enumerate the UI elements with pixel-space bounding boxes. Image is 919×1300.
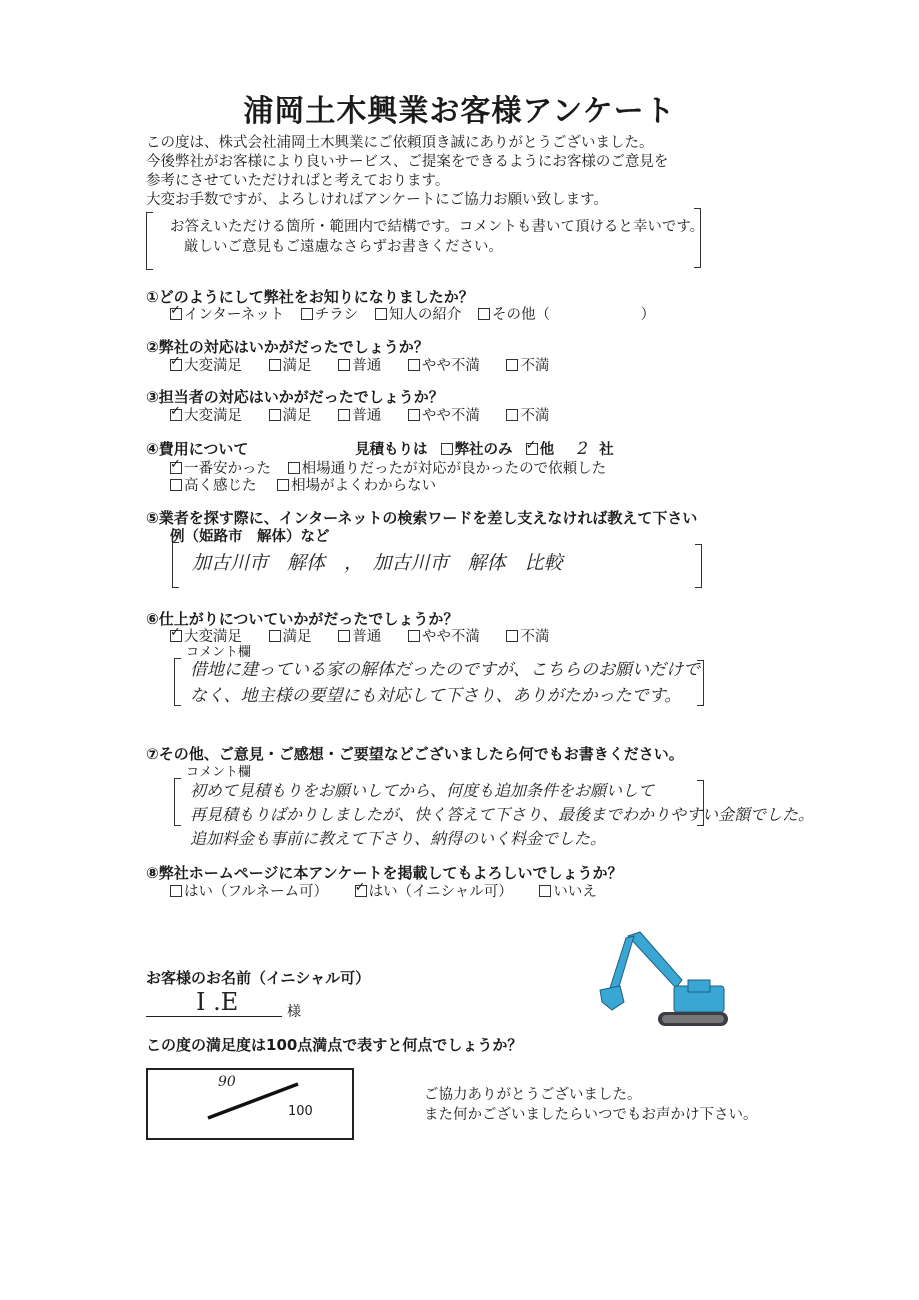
q3-option[interactable]: やや不満	[408, 408, 480, 424]
q3-option[interactable]: 満足	[269, 408, 312, 424]
checkbox[interactable]	[375, 308, 387, 320]
q6-comment-label: コメント欄	[186, 645, 252, 660]
q6-comment-line: なく、地主様の要望にも対応して下さり、ありがたかったです。	[190, 686, 682, 706]
excavator-illustration	[590, 928, 735, 1033]
note-text	[170, 217, 704, 257]
checkbox[interactable]	[506, 359, 518, 371]
q6-option[interactable]: やや不満	[408, 629, 480, 645]
checkbox[interactable]	[269, 630, 281, 642]
checkbox[interactable]	[408, 359, 420, 371]
q5-example: 例（姫路市 解体）など	[170, 529, 330, 545]
intro-text	[146, 134, 668, 210]
checkbox[interactable]	[338, 359, 350, 371]
closing-text	[424, 1085, 758, 1125]
q4-estimate	[355, 438, 614, 459]
checkbox[interactable]	[478, 308, 490, 320]
q2-option[interactable]: ✓大変満足	[170, 358, 242, 374]
q6-option[interactable]: 不満	[506, 629, 549, 645]
note-bracket-left	[146, 212, 153, 270]
q3-options	[170, 404, 549, 425]
q6-comment-line: 借地に建っている家の解体だったのですが、こちらのお願いだけで	[190, 660, 700, 680]
q1-option[interactable]: チラシ	[301, 307, 359, 323]
checkbox[interactable]	[338, 630, 350, 642]
name-line	[146, 1016, 282, 1017]
q1-option-close: ）	[640, 307, 656, 323]
checkbox[interactable]	[170, 479, 182, 491]
q6-option[interactable]: 普通	[338, 629, 381, 645]
intro-line: 参考にさせていただければと考えております。	[146, 173, 450, 189]
name-suffix: 様	[287, 1004, 301, 1020]
q1-option[interactable]: 知人の紹介	[375, 307, 462, 323]
intro-line: 大変お手数ですが、よろしければアンケートにご協力お願い致します。	[146, 192, 608, 208]
q8-question: ⑧弊社ホームページに本アンケートを掲載してもよろしいでしょうか？	[146, 864, 623, 882]
q5-question: ⑤業者を探す際に、インターネットの検索ワードを差し支えなければ教えて下さい	[146, 509, 698, 527]
survey-title: 浦岡土木興業お客様アンケート	[243, 94, 676, 129]
checkbox-checked[interactable]	[170, 359, 182, 371]
q3-option[interactable]: 不満	[506, 408, 549, 424]
excavator-icon	[600, 932, 724, 1012]
q5-bracket-right	[695, 544, 702, 588]
q4-options-row2	[170, 474, 436, 495]
q2-option[interactable]: 普通	[338, 358, 381, 374]
q5-answer: 加古川市 解体 ， 加古川市 解体 比較	[192, 552, 563, 574]
score-question: この度の満足度は100点満点で表すと何点でしょうか？	[146, 1036, 523, 1054]
q4-option[interactable]: 相場がよくわからない	[277, 478, 436, 494]
checkbox[interactable]	[539, 885, 551, 897]
q2-question: ②弊社の対応はいかがだったでしょうか？	[146, 338, 429, 356]
q7-comment-line: 再見積もりばかりしましたが、快く答えて下さり、最後までわかりやすい金額でした。	[190, 805, 815, 824]
q8-option[interactable]: いいえ	[539, 884, 597, 900]
q7-comment-line: 追加料金も事前に教えて下さり、納得のいく料金でした。	[190, 829, 607, 848]
q6-option[interactable]: ✓大変満足	[170, 629, 242, 645]
q6-comment	[190, 657, 700, 709]
checkbox[interactable]	[506, 630, 518, 642]
q4-estimate-count: 2	[577, 439, 589, 459]
checkbox[interactable]	[441, 443, 453, 455]
q7-question: ⑦その他、ご意見・ご感想・ご要望などございましたら何でもお書きください。	[146, 745, 684, 763]
intro-line: 今後弊社がお客様により良いサービス、ご提案をできるようにお客様のご意見を	[146, 154, 669, 170]
q4-estimate-option[interactable]: 弊社のみ	[441, 442, 513, 458]
checkbox-checked[interactable]	[170, 462, 182, 474]
q7-bracket-left	[174, 778, 181, 826]
checkbox[interactable]	[408, 409, 420, 421]
q8-options	[170, 880, 597, 901]
name-label: お客様のお名前（イニシャル可）	[146, 969, 371, 987]
checkbox[interactable]	[506, 409, 518, 421]
q4-estimate-option[interactable]: ✓ 他	[526, 442, 555, 458]
q5-bracket-left	[172, 542, 179, 588]
score-slash	[148, 1070, 352, 1138]
score-box	[146, 1068, 354, 1140]
q7-comment-line: 初めて見積もりをお願いしてから、何度も追加条件をお願いして	[190, 781, 655, 800]
q3-question: ③担当者の対応はいかがだったでしょうか？	[146, 388, 444, 406]
q4-option[interactable]: 相場通りだったが対応が良かったので依頼した	[288, 461, 607, 477]
q4-question: ④費用について	[146, 440, 249, 458]
score-value: 90	[218, 1074, 236, 1090]
q2-option[interactable]: 不満	[506, 358, 549, 374]
checkbox-checked[interactable]	[170, 630, 182, 642]
q8-option[interactable]: ✓ はい（イニシャル可）	[355, 884, 513, 900]
q1-question: ①どのようにして弊社をお知りになりましたか？	[146, 288, 474, 306]
checkbox-checked[interactable]	[526, 443, 538, 455]
q2-option[interactable]: 満足	[269, 358, 312, 374]
q6-question: ⑥仕上がりについていかがだったでしょうか？	[146, 610, 459, 628]
q4-option[interactable]: ✓一番安かった	[170, 461, 271, 477]
q4-estimate-unit: 社	[599, 442, 614, 458]
closing-line: また何かございましたらいつでもお声かけ下さい。	[424, 1107, 758, 1123]
q6-option[interactable]: 満足	[269, 629, 312, 645]
checkbox-checked[interactable]	[355, 885, 367, 897]
q1-option[interactable]: ✓インターネット	[170, 307, 284, 323]
q1-options	[170, 303, 655, 324]
checkbox[interactable]	[269, 359, 281, 371]
q3-option[interactable]: ✓大変満足	[170, 408, 242, 424]
checkbox[interactable]	[338, 409, 350, 421]
checkbox[interactable]	[288, 462, 300, 474]
q2-option[interactable]: やや不満	[408, 358, 480, 374]
q6-bracket-left	[174, 658, 181, 706]
q1-option[interactable]: その他（	[478, 307, 550, 323]
note-line: お答えいただける箇所・範囲内で結構です。コメントも書いて頂けると幸いです。	[170, 219, 705, 235]
intro-line: この度は、株式会社浦岡土木興業にご依頼頂き誠にありがとうございました。	[146, 135, 654, 151]
q7-comment	[190, 779, 814, 851]
q8-option[interactable]: はい（フルネーム可）	[170, 884, 328, 900]
closing-line: ご協力ありがとうございました。	[424, 1087, 642, 1103]
checkbox[interactable]	[277, 479, 289, 491]
checkbox[interactable]	[269, 409, 281, 421]
score-max: 100	[288, 1104, 313, 1119]
q7-comment-label: コメント欄	[186, 765, 252, 780]
q2-options	[170, 354, 549, 375]
checkbox[interactable]	[408, 630, 420, 642]
checkbox-checked[interactable]	[170, 409, 182, 421]
note-line: 厳しいご意見もご遠慮なさらずお書きください。	[184, 239, 503, 255]
q3-option[interactable]: 普通	[338, 408, 381, 424]
checkbox-checked[interactable]	[170, 308, 182, 320]
checkbox[interactable]	[301, 308, 313, 320]
name-value: I .E	[196, 988, 239, 1016]
q4-estimate-label: 見積もりは	[355, 442, 428, 458]
checkbox[interactable]	[170, 885, 182, 897]
q4-option[interactable]: 高く感じた	[170, 478, 257, 494]
